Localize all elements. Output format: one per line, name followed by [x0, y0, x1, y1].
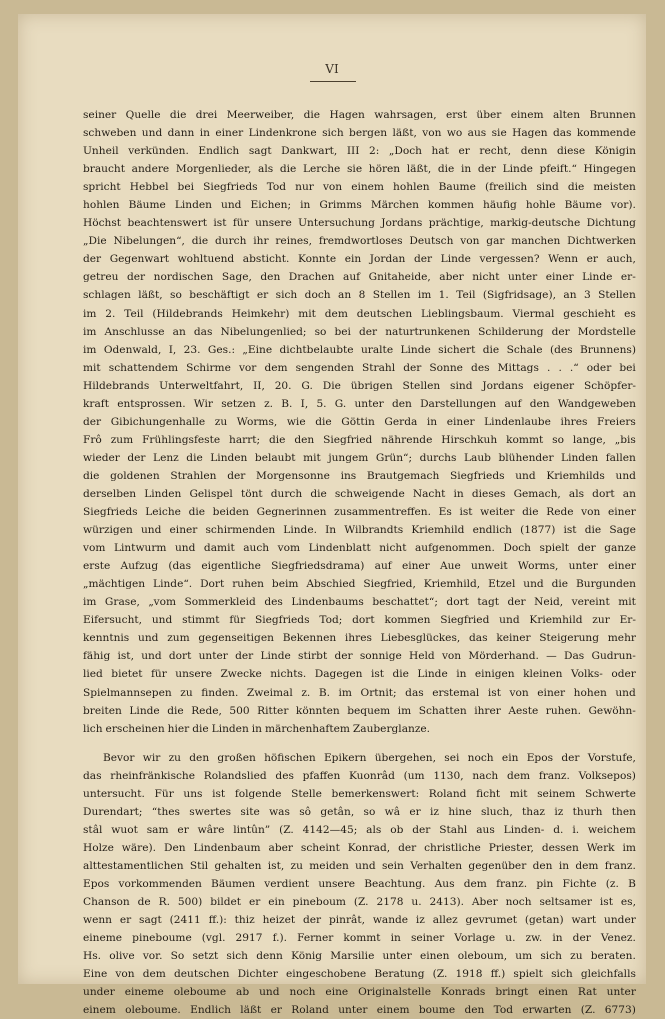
text-line: alttestamentlichen Stil gehalten ist, zu meiden und sein Verhalten gegenüber den in dem franz. [83, 859, 636, 872]
paragraph [83, 749, 636, 1019]
text-line: under eineme oleboume ab und noch eine Originalstelle Konrads bringt einen Rat unter [83, 986, 636, 999]
text-line: seiner Quelle die drei Meerweiber, die Hagen wahrsagen, erst über einem alten Brunnen [83, 109, 636, 121]
text-line: getreu der nordischen Sage, den Drachen auf Gnitaheide, aber nicht unter einer Linde er- [83, 271, 636, 284]
text-line: würzigen und einer schirmenden Linde. In Wilbrandts Kriemhild endlich (1877) ist die Sage [83, 524, 636, 537]
text-line: das rheinfränkische Rolandslied des pfaffen Kuonrâd (um 1130, nach dem franz. Volksepos) [83, 769, 636, 782]
text-line: die goldenen Strahlen der Morgensonne ins Brautgemach Siegfrieds und Kriemhilds und [83, 469, 636, 482]
text-line: im Anschlusse an das Nibelungenlied; so bei der naturtrunkenen Schilderung der Mordstelle [83, 325, 636, 338]
text-line: untersucht. Für uns ist folgende Stelle bemerkenswert: Roland ficht mit seinem Schwerte [83, 787, 636, 800]
text-line: braucht andere Morgenlieder, als die Lerche sie hören läßt, die in der Linde pfeift.“ Hingegen [83, 163, 636, 176]
text-line: schlagen läßt, so beschäftigt er sich doch an 8 Stellen im 1. Teil (Sigfridsage), an 3 Stellen [83, 289, 636, 302]
text-line: Holze wäre). Den Lindenbaum aber scheint Konrad, der christliche Priester, dessen Werk im [83, 841, 636, 854]
text-line: wenn er sagt (2411 ff.): thiz heizet der pinrât, wande iz allez gevrumet (getan) wart under [83, 914, 636, 927]
paragraph [83, 106, 636, 738]
text-line: Bevor wir zu den großen höfischen Epikern übergehen, sei noch ein Epos der Vorstufe, [103, 751, 636, 764]
text-line: Siegfrieds Leiche die beiden Gegnerinnen zusammentreffen. Es ist weiter die Rede von einer [83, 506, 636, 519]
page-number: VI [325, 62, 339, 76]
text-line: Unheil verkünden. Endlich sagt Dankwart, III 2: „Doch hat er recht, denn diese Königin [83, 145, 636, 158]
text-line: lich erscheinen hier die Linden in märchenhaftem Zauberglanze. [83, 722, 431, 735]
text-line: schweben und dann in einer Lindenkrone sich bergen läßt, von wo aus sie Hagen das kommende [83, 127, 636, 140]
text-line: kraft entsprossen. Wir setzen z. B. I, 5. G. unter den Darstellungen auf den Wandgeweben [83, 397, 636, 410]
text-line: Eifersucht, und stimmt für Siegfrieds Tod; dort kommen Siegfried und Kriemhild zur Er- [83, 614, 636, 627]
text-line: Chanson de R. 500) bildet er ein pineboum (Z. 2178 u. 2413). Aber noch seltsamer ist es, [83, 896, 636, 909]
text-line: Höchst beachtenswert ist für unsere Untersuchung Jordans prächtige, markig-deutsche Dichtung [83, 217, 636, 230]
page-number-rule [310, 81, 356, 82]
body-text [83, 106, 636, 1019]
text-line: Durendart; “thes swertes site was sô getân, so wâ er iz hine sluch, thaz iz thurh then [83, 805, 636, 818]
text-line: spricht Hebbel bei Siegfrieds Tod nur von einem hohlen Baume (freilich sind die meisten [83, 181, 636, 194]
book-page [18, 14, 646, 1017]
text-line: „mächtigen Linde“. Dort ruhen beim Abschied Siegfried, Kriemhild, Etzel und die Burgunden [83, 578, 636, 591]
text-line: breiten Linde die Rede, 500 Ritter könnten bequem im Schatten ihrer Aeste ruhen. Gewöhn- [83, 704, 636, 717]
text-line: im 2. Teil (Hildebrands Heimkehr) mit dem deutschen Lieblingsbaum. Viermal geschieht es [83, 307, 636, 320]
text-line: im Odenwald, I, 23. Ges.: „Eine dichtbelaubte uralte Linde sichert die Schale (des Brunnens) [83, 343, 636, 356]
paragraph-gap [83, 738, 636, 749]
text-line: „Die Nibelungen“, die durch ihr reines, fremdwortloses Deutsch von gar manchen Dichtwerken [83, 235, 636, 248]
text-line: lied bietet für unsere Zwecke nichts. Dagegen ist die Linde in einigen kleinen Volks- oder [83, 668, 636, 681]
text-line: stâl wuot sam er wâre lintûn” (Z. 4142—45; als ob der Stahl aus Linden- d. i. weichem [83, 823, 636, 836]
text-line: Hildebrands Unterweltfahrt, II, 20. G. Die übrigen Stellen sind Jordans eigener Schöpfer- [83, 379, 636, 392]
text-line: Eine von dem deutschen Dichter eingeschobene Beratung (Z. 1918 ff.) spielt sich gleichfalls [83, 968, 636, 981]
text-line: erste Aufzug (das eigentliche Siegfriedsdrama) auf einer Aue unweit Worms, unter einer [83, 560, 636, 573]
text-line: vom Lintwurm und damit auch vom Lindenblatt nicht aufgenommen. Doch spielt der ganze [83, 542, 636, 555]
text-line: eineme pineboume (vgl. 2917 f.). Ferner kommt in seiner Vorlage u. zw. in der Venez. [83, 932, 636, 945]
text-line: hohlen Bäume Linden und Eichen; in Grimms Märchen kommen häufig hohle Bäume vor). [83, 199, 636, 212]
text-line: fähig ist, und dort unter der Linde stirbt der sonnige Held von Mörderhand. — Das Gudrun- [83, 650, 636, 663]
text-line: mit schattendem Schirme vor dem sengenden Strahl der Sonne des Mittags . . .“ oder bei [83, 361, 636, 374]
text-line: Epos vorkommenden Bäumen verdient unsere Beachtung. Aus dem franz. pin Fichte (z. B [83, 877, 636, 890]
text-line: Frô zum Frühlingsfeste harrt; die den Siegfried nährende Hirschkuh kommt so lange, „bis [83, 433, 636, 446]
text-line: der Gibichungenhalle zu Worms, wie die Göttin Gerda in einer Lindenlaube ihres Freiers [83, 415, 636, 428]
text-line: wieder der Lenz die Linden belaubt mit jungem Grün“; durchs Laub blühender Linden fallen [83, 451, 636, 464]
text-line: derselben Linden Gelispel tönt durch die schweigende Nacht in dieses Gemach, als dort an [83, 487, 636, 500]
text-line: Hs. olive vor. So setzt sich denn König Marsilie unter einen oleboum, um sich zu beraten. [83, 950, 636, 963]
text-line: kenntnis und zum gegenseitigen Bekennen ihres Liebesglückes, das keiner Steigerung mehr [83, 632, 636, 645]
text-line: der Gegenwart wohltuend absticht. Konnte ein Jordan der Linde vergessen? Wenn er auch, [83, 253, 636, 266]
text-line: im Grase, „vom Sommerkleid des Lindenbaums beschattet“; dort tagt der Neid, vereint mit [83, 596, 636, 609]
text-line: Spielmannsepen zu finden. Zweimal z. B. im Ortnit; das erstemal ist von einer hohen und [83, 686, 636, 699]
text-line: einem oleboume. Endlich läßt er Roland unter einem boume den Tod erwarten (Z. 6773) [83, 1004, 636, 1017]
